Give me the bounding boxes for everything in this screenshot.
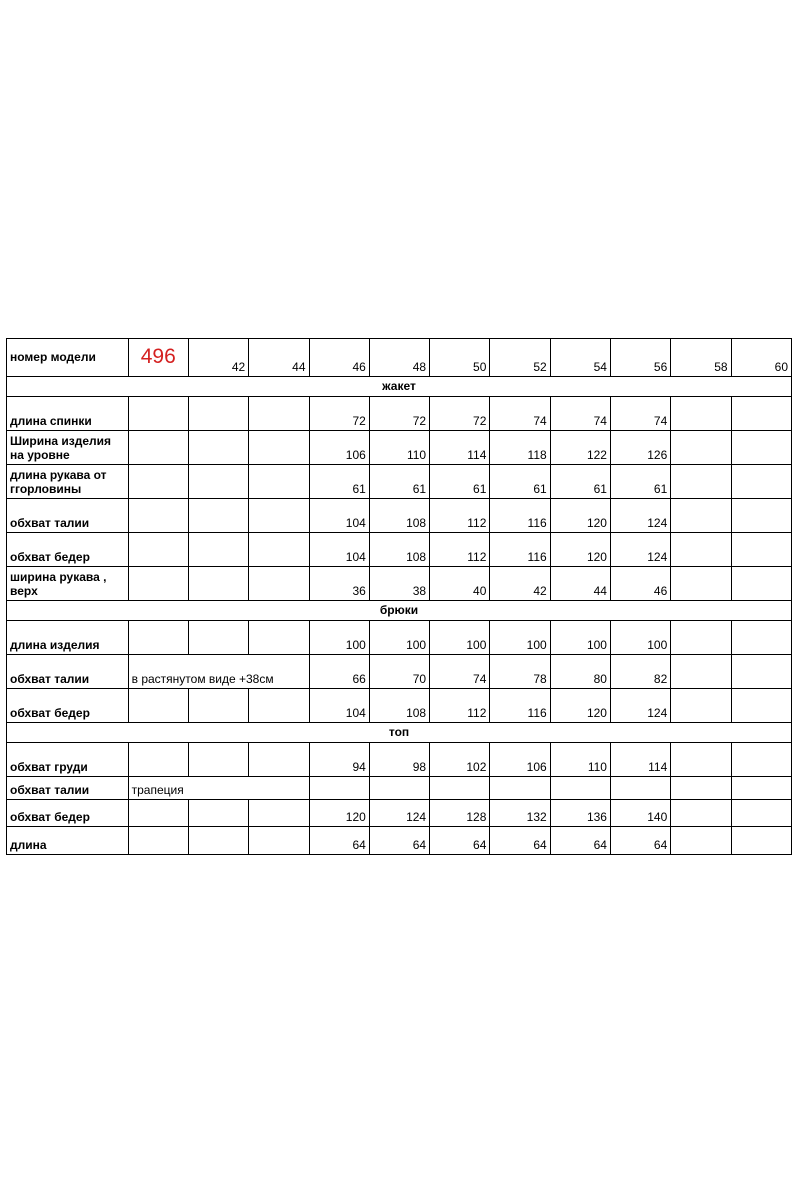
model-number-label: номер модели [7,339,129,377]
empty-cell [731,499,791,533]
value-cell: 112 [430,499,490,533]
empty-cell [671,499,731,533]
value-cell: 64 [550,827,610,855]
value-cell: 74 [610,397,670,431]
value-cell: 72 [369,397,429,431]
header-row [7,339,792,377]
empty-cell [731,621,791,655]
empty-cell [731,465,791,499]
size-header: 56 [610,339,670,377]
size-header: 54 [550,339,610,377]
section-title: жакет [7,377,792,397]
value-cell: 100 [309,621,369,655]
value-cell: 61 [490,465,550,499]
row-label: обхват талии [7,499,129,533]
value-cell: 94 [309,743,369,777]
empty-cell [249,689,309,723]
value-cell: 64 [430,827,490,855]
empty-cell [128,743,188,777]
value-cell: 120 [309,800,369,827]
empty-cell [671,743,731,777]
row-label: длина [7,827,129,855]
empty-cell [490,777,550,800]
value-cell: 64 [490,827,550,855]
empty-cell [249,800,309,827]
row-label: обхват бедер [7,689,129,723]
value-cell: 116 [490,499,550,533]
row-label: длина рукава от ггорловины [7,465,129,499]
value-cell: 74 [430,655,490,689]
empty-cell [671,567,731,601]
empty-cell [128,533,188,567]
value-cell: 108 [369,499,429,533]
value-cell: 72 [309,397,369,431]
value-cell: 120 [550,499,610,533]
size-header: 52 [490,339,550,377]
empty-cell [550,777,610,800]
empty-cell [249,533,309,567]
table-row [7,827,792,855]
row-label: обхват талии [7,655,129,689]
value-cell: 74 [550,397,610,431]
empty-cell [249,465,309,499]
value-cell: 106 [490,743,550,777]
size-header: 48 [369,339,429,377]
value-cell: 110 [369,431,429,465]
value-cell: 120 [550,689,610,723]
empty-cell [249,499,309,533]
empty-cell [731,743,791,777]
size-header: 46 [309,339,369,377]
empty-cell [128,689,188,723]
empty-cell [671,533,731,567]
empty-cell [128,800,188,827]
value-cell: 42 [490,567,550,601]
empty-cell [671,655,731,689]
empty-cell [671,827,731,855]
value-cell: 100 [550,621,610,655]
row-label: обхват талии [7,777,129,800]
empty-cell [128,621,188,655]
empty-cell [671,621,731,655]
empty-cell [188,800,248,827]
value-cell: 70 [369,655,429,689]
empty-cell [731,689,791,723]
value-cell: 112 [430,533,490,567]
empty-cell [671,465,731,499]
table-row [7,499,792,533]
empty-cell [188,567,248,601]
empty-cell [671,800,731,827]
value-cell: 64 [309,827,369,855]
empty-cell [249,827,309,855]
value-cell: 61 [309,465,369,499]
empty-cell [671,689,731,723]
size-header: 58 [671,339,731,377]
size-header: 42 [188,339,248,377]
row-label: длина спинки [7,397,129,431]
value-cell: 114 [430,431,490,465]
empty-cell [731,567,791,601]
empty-cell [188,431,248,465]
row-label: Ширина изделия на уровне [7,431,129,465]
empty-cell [610,777,670,800]
value-cell: 61 [550,465,610,499]
empty-cell [369,777,429,800]
value-cell: 102 [430,743,490,777]
table-row [7,621,792,655]
empty-cell [249,567,309,601]
empty-cell [731,827,791,855]
empty-cell [128,567,188,601]
size-header: 60 [731,339,791,377]
table-row [7,777,792,800]
value-cell: 108 [369,533,429,567]
empty-cell [188,621,248,655]
value-cell: 128 [430,800,490,827]
value-cell: 132 [490,800,550,827]
section-title: топ [7,723,792,743]
value-cell: 61 [369,465,429,499]
value-cell: 80 [550,655,610,689]
value-cell: 124 [369,800,429,827]
empty-cell [249,621,309,655]
section-header-row [7,723,792,743]
empty-cell [128,431,188,465]
value-cell: 116 [490,689,550,723]
value-cell: 98 [369,743,429,777]
empty-cell [249,743,309,777]
empty-cell [731,655,791,689]
value-cell: 110 [550,743,610,777]
size-chart-table [6,338,792,855]
empty-cell [249,431,309,465]
empty-cell [309,777,369,800]
empty-cell [188,499,248,533]
table-row [7,465,792,499]
row-label: обхват бедер [7,800,129,827]
empty-cell [188,689,248,723]
table-row [7,533,792,567]
value-cell: 100 [430,621,490,655]
empty-cell [128,499,188,533]
empty-cell [671,397,731,431]
value-cell: 120 [550,533,610,567]
table-row [7,655,792,689]
value-cell: 104 [309,689,369,723]
table-row [7,431,792,465]
table-row [7,397,792,431]
value-cell: 38 [369,567,429,601]
empty-cell [188,827,248,855]
empty-cell [188,743,248,777]
value-cell: 66 [309,655,369,689]
section-header-row [7,601,792,621]
empty-cell [249,397,309,431]
section-title: брюки [7,601,792,621]
empty-cell [731,777,791,800]
value-cell: 126 [610,431,670,465]
table-row [7,800,792,827]
value-cell: 74 [490,397,550,431]
empty-cell [731,431,791,465]
value-cell: 104 [309,533,369,567]
value-cell: 104 [309,499,369,533]
empty-cell [128,397,188,431]
empty-cell [188,533,248,567]
value-cell: 116 [490,533,550,567]
empty-cell [671,777,731,800]
value-cell: 72 [430,397,490,431]
value-cell: 140 [610,800,670,827]
empty-cell [430,777,490,800]
value-cell: 124 [610,499,670,533]
value-cell: 100 [610,621,670,655]
value-cell: 82 [610,655,670,689]
size-header: 44 [249,339,309,377]
value-cell: 106 [309,431,369,465]
value-cell: 112 [430,689,490,723]
row-note: в растянутом виде +38см [128,655,309,689]
value-cell: 46 [610,567,670,601]
empty-cell [731,800,791,827]
row-label: обхват бедер [7,533,129,567]
table-row [7,743,792,777]
value-cell: 40 [430,567,490,601]
table-row [7,689,792,723]
value-cell: 100 [490,621,550,655]
value-cell: 108 [369,689,429,723]
table-row [7,567,792,601]
value-cell: 61 [610,465,670,499]
empty-cell [188,465,248,499]
value-cell: 61 [430,465,490,499]
row-label: длина изделия [7,621,129,655]
value-cell: 118 [490,431,550,465]
empty-cell [188,397,248,431]
model-number-value: 496 [128,339,188,377]
empty-cell [731,533,791,567]
value-cell: 114 [610,743,670,777]
empty-cell [671,431,731,465]
value-cell: 124 [610,533,670,567]
value-cell: 124 [610,689,670,723]
value-cell: 136 [550,800,610,827]
row-label: ширина рукава , верх [7,567,129,601]
empty-cell [128,827,188,855]
value-cell: 78 [490,655,550,689]
value-cell: 64 [369,827,429,855]
value-cell: 100 [369,621,429,655]
section-header-row [7,377,792,397]
value-cell: 44 [550,567,610,601]
value-cell: 122 [550,431,610,465]
empty-cell [731,397,791,431]
empty-cell [128,465,188,499]
row-note: трапеция [128,777,309,800]
size-header: 50 [430,339,490,377]
value-cell: 36 [309,567,369,601]
value-cell: 64 [610,827,670,855]
row-label: обхват груди [7,743,129,777]
